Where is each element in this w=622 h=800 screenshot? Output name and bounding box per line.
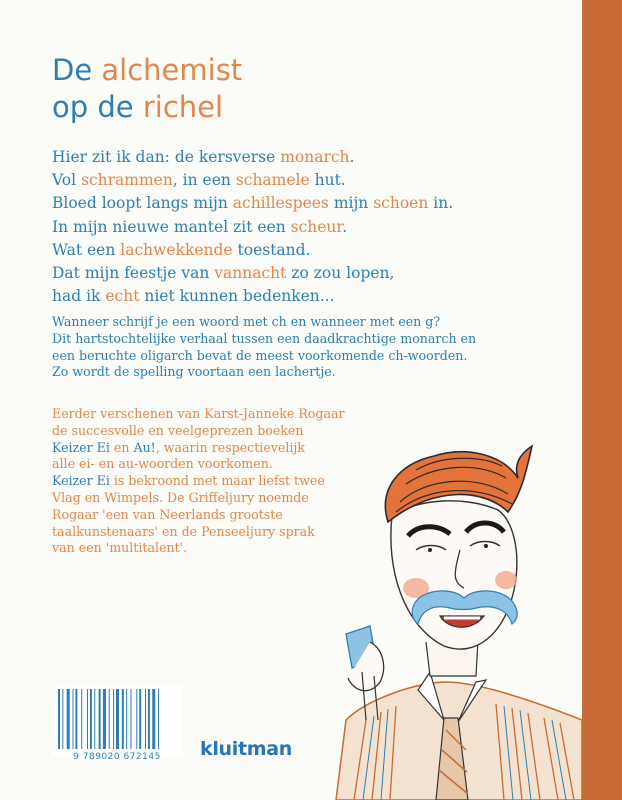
publisher-name: kluitman <box>200 738 293 760</box>
poem-text: niet kunnen bedenken... <box>139 287 335 306</box>
barcode-bar <box>90 689 92 749</box>
blurb-line: Dit hartstochtelijke verhaal tussen een daadkrachtige monarch en <box>52 330 477 346</box>
about-text: Rogaar 'een van Neerlands grootste <box>52 506 283 522</box>
about-line <box>52 456 345 473</box>
poem-text: In mijn nieuwe mantel zit een <box>52 217 291 236</box>
blurb-line: een beruchte oligarch bevat de meest voorkomende ch-woorden. <box>52 347 468 363</box>
barcode-bar <box>87 689 88 749</box>
barcode-graphic <box>52 686 182 756</box>
poem-text: Dat mijn feestje van <box>52 263 215 282</box>
about-line <box>52 473 345 490</box>
poem-text: toestand. <box>232 240 311 259</box>
poem-highlight: schoen <box>373 194 429 213</box>
poem-text: Vol <box>52 171 81 190</box>
barcode-bar <box>67 689 70 749</box>
poem-text: zo zou lopen, <box>286 263 395 282</box>
about-text: alle ei- en au-woorden voorkomen. <box>52 456 273 472</box>
blurb-line: Zo wordt de spelling voortaan een lachertje. <box>52 364 336 380</box>
about-text: de succesvolle en veelgeprezen boeken <box>52 422 304 438</box>
title-part: op de <box>52 90 143 124</box>
poem-text: hut. <box>309 171 346 190</box>
barcode-bar <box>62 689 63 749</box>
poem-line <box>52 169 453 192</box>
poem-text: mijn <box>328 194 374 213</box>
book-title <box>52 52 242 126</box>
barcode-bar <box>99 689 101 749</box>
poem-text: Bloed loopt langs mijn <box>52 194 233 213</box>
barcode-bar <box>131 689 132 749</box>
poem-text: , in een <box>172 171 236 190</box>
barcode-bar <box>136 689 137 749</box>
barcode-bar <box>148 689 150 749</box>
barcode-bar <box>139 689 141 749</box>
barcode-bar <box>73 689 74 749</box>
title-highlight: alchemist <box>101 53 243 87</box>
about-line <box>52 524 345 541</box>
publisher-logo <box>200 738 292 760</box>
author-paragraph <box>52 406 345 557</box>
about-text: van een 'multitalent'. <box>52 540 188 556</box>
barcode-bar <box>81 689 82 749</box>
title-part: De <box>52 53 102 87</box>
poem-highlight: schamele <box>235 171 310 190</box>
barcode-bar <box>126 689 127 749</box>
poem-highlight: monarch <box>280 148 350 166</box>
about-highlight: Keizer Ei <box>52 439 110 455</box>
barcode-bar <box>109 689 110 749</box>
poem-text: . <box>342 217 348 236</box>
poem-text: had ik <box>52 287 106 306</box>
barcode-bar <box>58 689 60 749</box>
barcode-bar <box>75 689 77 749</box>
about-line <box>52 540 345 557</box>
about-line <box>52 406 345 423</box>
caricature-illustration <box>326 420 582 800</box>
barcode-bar <box>116 689 119 749</box>
barcode-bar <box>145 689 146 749</box>
spine-edge <box>582 0 622 800</box>
poem-line <box>52 262 453 285</box>
poem-highlight: schrammen <box>81 171 173 190</box>
barcode-bar <box>158 689 159 749</box>
isbn-number: 9 789020 672145 <box>73 752 161 762</box>
about-highlight: Au! <box>133 439 156 455</box>
poem-highlight: lachwekkende <box>120 240 233 259</box>
poem-highlight: echt <box>105 287 140 306</box>
about-text: Vlag en Wimpels. De Griffeljury noemde <box>52 489 309 505</box>
about-line <box>52 440 345 457</box>
poem-line <box>52 192 453 215</box>
poem-text: Hier zit ik dan: de kersverse <box>52 148 281 166</box>
about-text: taalkunstenaars' en de Penseeljury sprak <box>52 523 315 539</box>
blurb-line: Wanneer schrijf je een woord met ch en wanneer met een g? <box>52 314 441 329</box>
poem-text: in. <box>428 194 454 213</box>
poem-highlight: achillespees <box>232 194 329 213</box>
poem-excerpt <box>52 146 453 308</box>
about-text: , waarin respectievelijk <box>155 439 305 455</box>
blurb-paragraph <box>52 314 476 381</box>
poem-text: . <box>349 148 355 166</box>
poem-line <box>52 216 453 239</box>
barcode-bar <box>103 689 106 749</box>
barcode-bar <box>122 689 124 749</box>
poem-text: Wat een <box>52 240 121 259</box>
barcode-bar <box>113 689 114 749</box>
poem-line <box>52 285 453 308</box>
poem-line <box>52 239 453 262</box>
about-line <box>52 423 345 440</box>
about-line <box>52 507 345 524</box>
about-line <box>52 490 345 507</box>
about-text: Eerder verschenen van Karst-Janneke Rogaar <box>52 406 345 421</box>
poem-line <box>52 146 453 169</box>
about-text: is bekroond met maar liefst twee <box>109 473 325 489</box>
title-highlight: richel <box>142 90 224 124</box>
poem-highlight: scheur <box>290 217 343 236</box>
barcode-bar <box>94 689 95 749</box>
barcode-bar <box>152 689 155 749</box>
about-highlight: Keizer Ei <box>52 473 110 489</box>
about-text: en <box>109 439 134 455</box>
poem-highlight: vannacht <box>214 263 287 282</box>
